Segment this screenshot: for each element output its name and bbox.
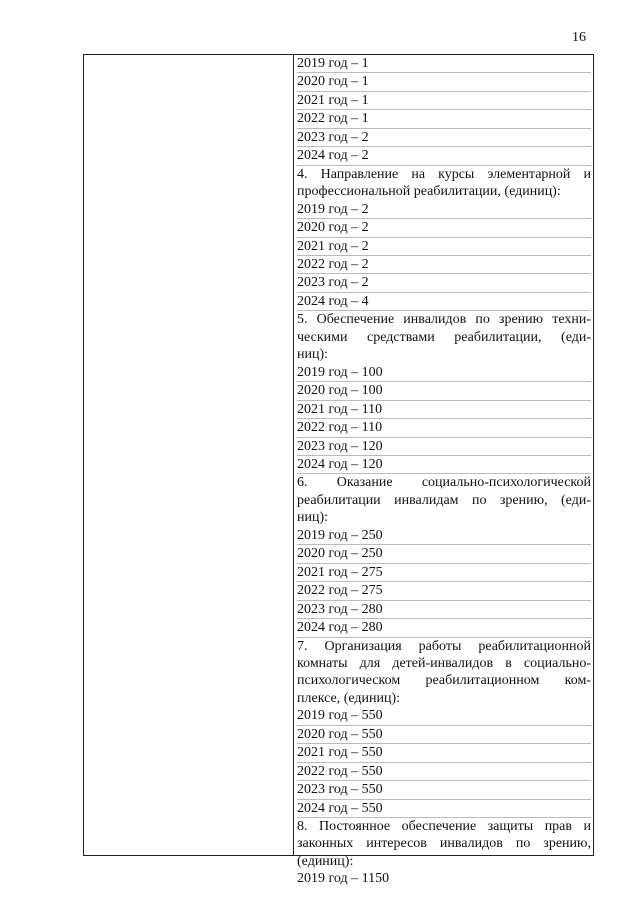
table-row: 2022 год – 110 (297, 419, 591, 437)
table-row: 2021 год – 275 (297, 564, 591, 582)
table-row: 2022 год – 550 (297, 763, 591, 781)
table-row: 2019 год – 1150 (297, 871, 390, 887)
section-heading-line: 7. Организация работы реабилитационной (297, 638, 591, 654)
table-row: 2021 год – 550 (297, 744, 591, 762)
section-heading-line: законных интересов инвалидов по зрению, (297, 836, 591, 852)
table-row: 2020 год – 1 (297, 73, 591, 91)
table-row: 2024 год – 550 (297, 800, 591, 818)
section-heading-line: 8. Постоянное обеспечение защиты прав и (297, 819, 591, 835)
section-heading-line: психологическом реабилитационном ком- (297, 673, 591, 689)
section-heading-line: реабилитации инвалидам по зрению, (еди- (297, 492, 591, 508)
table-row: 2020 год – 550 (297, 726, 591, 744)
section-heading-line: ческими средствами реабилитации, (еди- (297, 329, 591, 345)
table-row: 2019 год – 550 (297, 707, 591, 725)
table-row: 2021 год – 1 (297, 92, 591, 110)
table-row: 2019 год – 100 (297, 364, 591, 382)
section-heading-line: 6. Оказание социально-психологической (297, 475, 591, 491)
section-heading-line: (единиц): (297, 853, 354, 869)
table-row: 2024 год – 120 (297, 456, 591, 474)
table-row: 2021 год – 110 (297, 401, 591, 419)
table-row: 2021 год – 2 (297, 238, 591, 256)
table-row: 2022 год – 1 (297, 110, 591, 128)
table-row: 2020 год – 250 (297, 545, 591, 563)
table-row: 2024 год – 2 (297, 147, 591, 165)
table-row: 2020 год – 100 (297, 382, 591, 400)
table-row: 2022 год – 275 (297, 582, 591, 600)
table-row: 2023 год – 2 (297, 274, 591, 292)
section-heading-line: 5. Обеспечение инвалидов по зрению техни- (297, 312, 591, 328)
table-row: 2023 год – 2 (297, 129, 591, 147)
document-table (83, 54, 594, 887)
table-row: 2019 год – 2 (297, 201, 591, 219)
section-heading-line: ниц): (297, 347, 329, 363)
section-heading-line: плексе, (единиц): (297, 690, 401, 706)
page-number: 16 (572, 30, 586, 45)
table-row: 2023 год – 550 (297, 781, 591, 799)
section-heading-line: ниц): (297, 510, 329, 526)
table-row: 2022 год – 2 (297, 256, 591, 274)
table-row: 2023 год – 280 (297, 601, 591, 619)
table-right-column (294, 55, 593, 887)
table-row: 2023 год – 120 (297, 438, 591, 456)
table-row: 2024 год – 4 (297, 293, 591, 311)
table-left-column (84, 55, 294, 855)
table-row: 2019 год – 250 (297, 527, 591, 545)
section-heading-line: профессиональной реабилитации, (единиц): (297, 184, 561, 200)
section-heading-line: 4. Направление на курсы элементарной и (297, 166, 591, 182)
section-heading-line: комнаты для детей-инвалидов в социально- (297, 655, 591, 671)
table-row: 2024 год – 280 (297, 619, 591, 637)
table-row: 2019 год – 1 (297, 55, 591, 73)
table-row: 2020 год – 2 (297, 219, 591, 237)
